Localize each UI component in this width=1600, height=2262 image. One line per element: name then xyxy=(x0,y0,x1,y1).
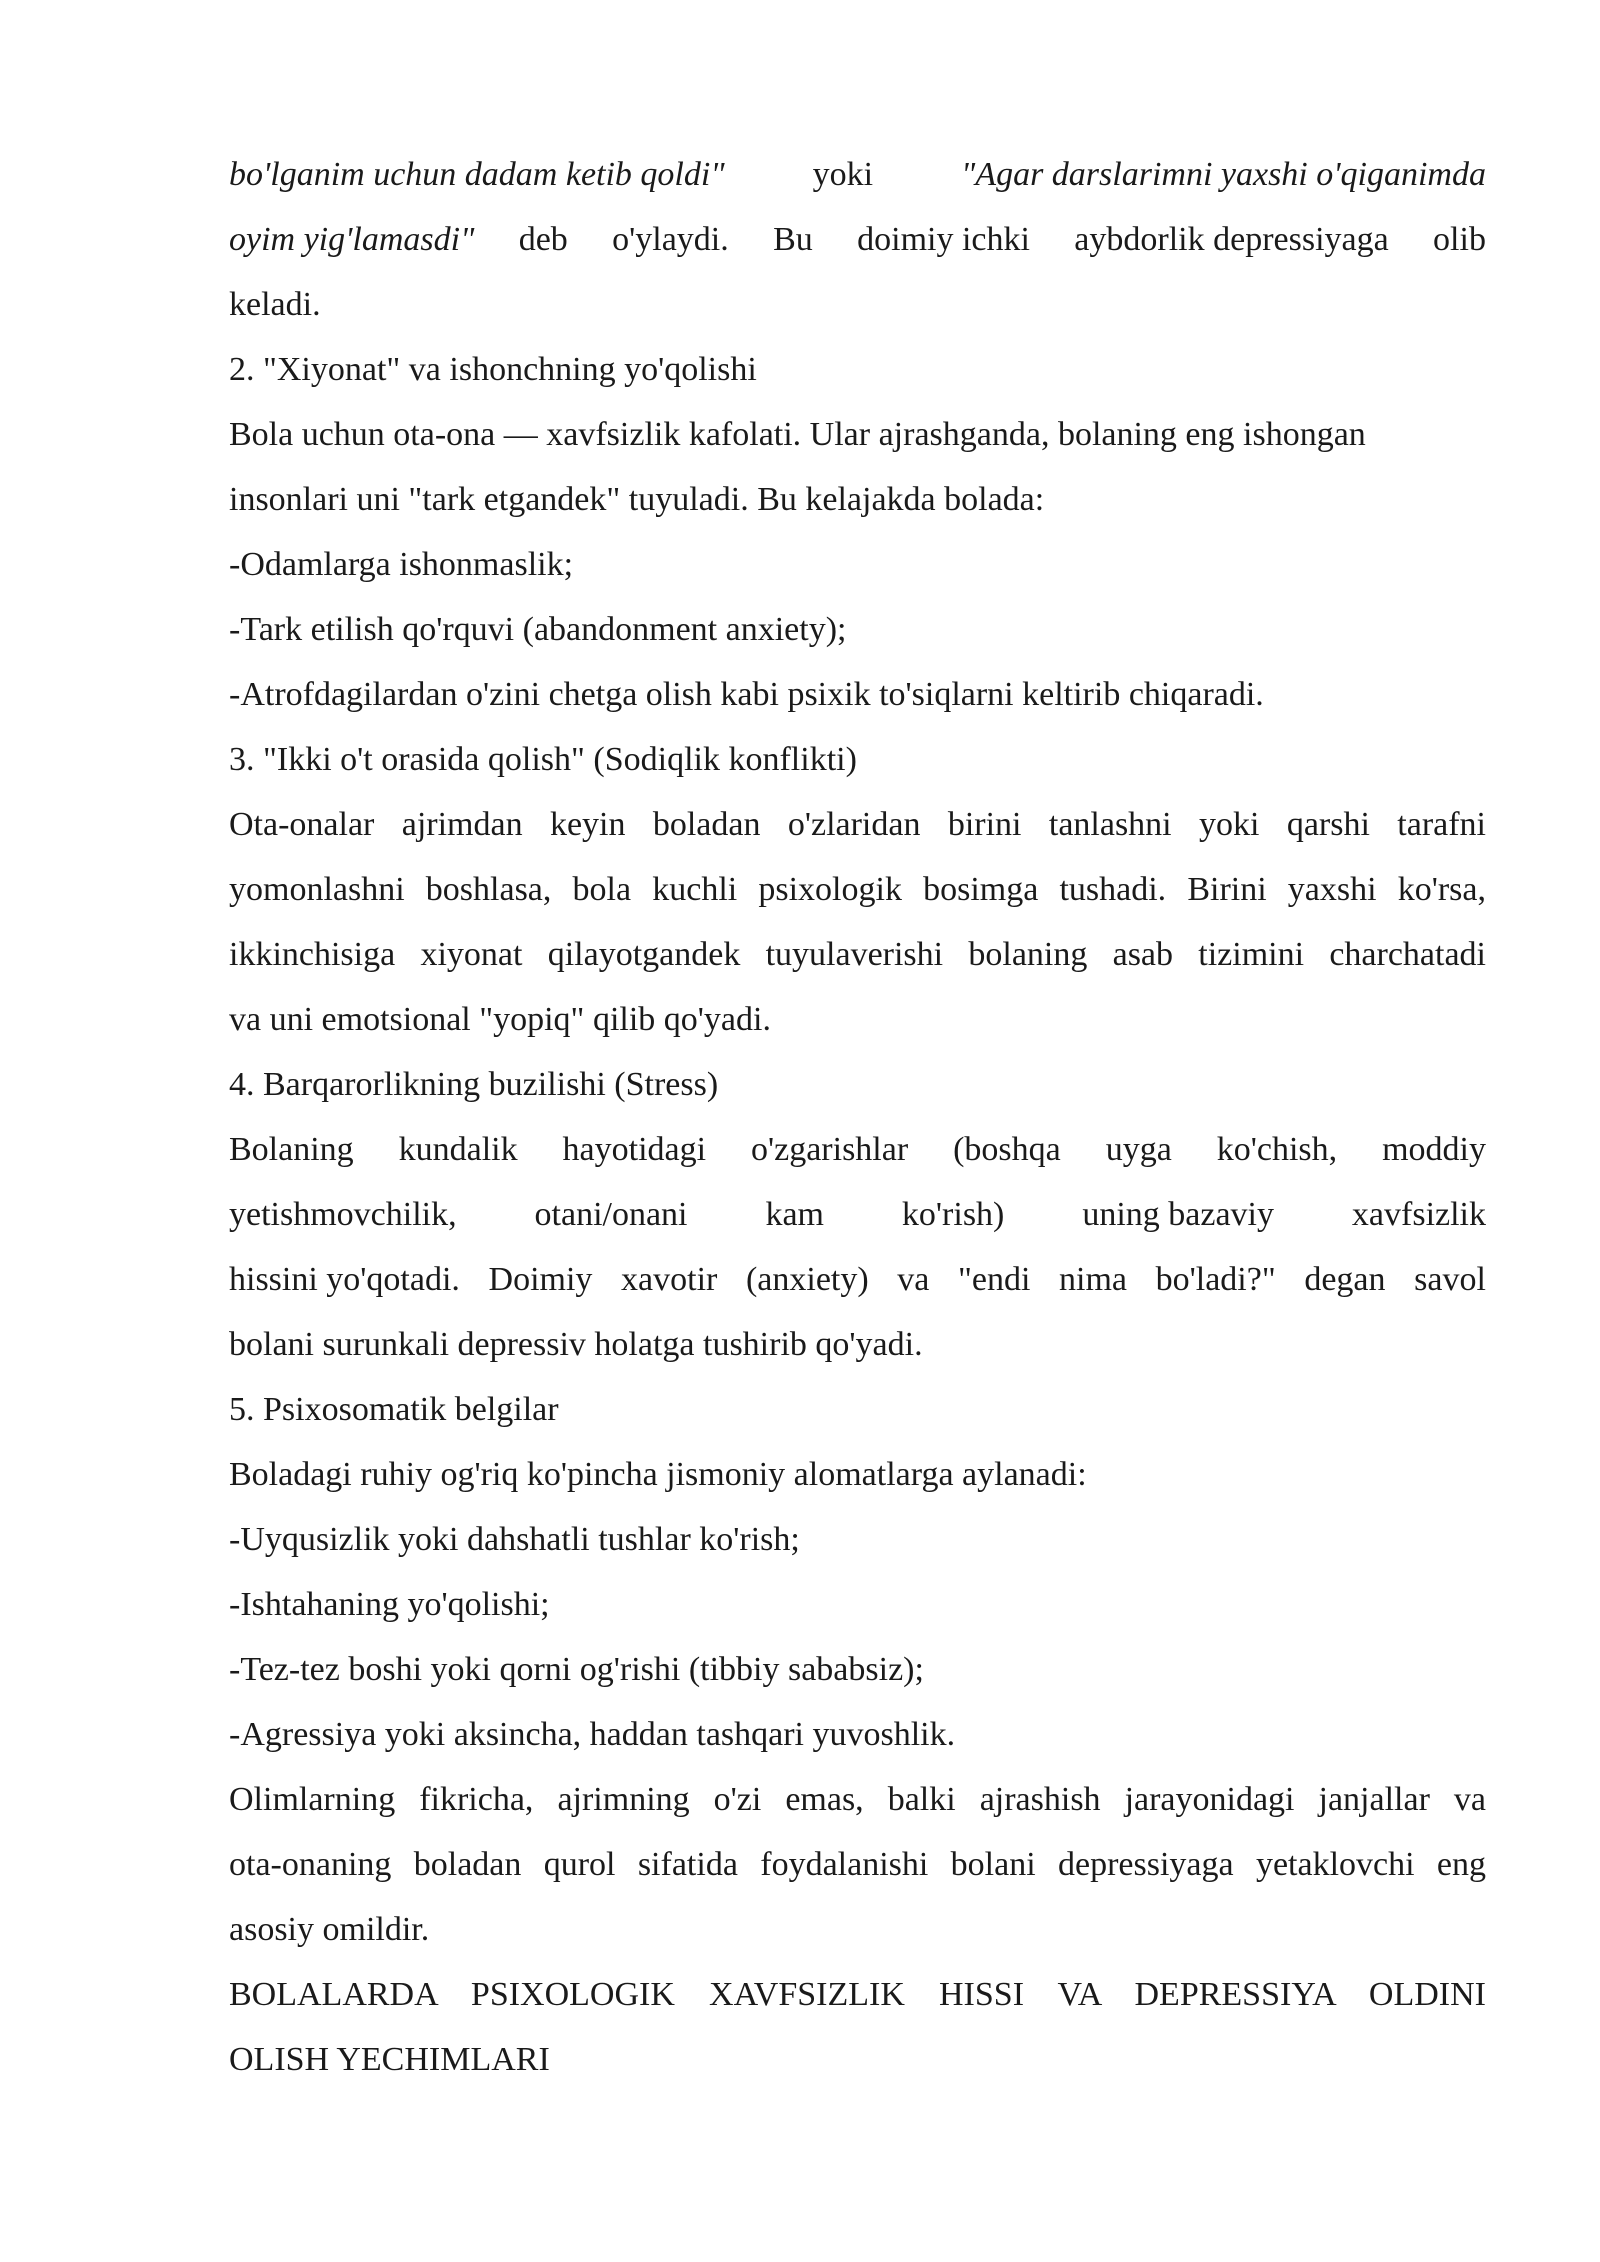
quote-1: bo'lganim uchun dadam ketib qoldi" xyxy=(229,156,725,193)
section-3-line-4: va uni emotsional "yopiq" qilib qo'yadi. xyxy=(229,1001,771,1038)
section-title: BOLALARDA PSIXOLOGIK XAVFSIZLIK HISSI VA DEPRESSIYA OLDINI xyxy=(229,1976,1486,2013)
section-4-line-2 xyxy=(229,1182,1486,1247)
document-page xyxy=(229,142,1486,2092)
intro-line-1 xyxy=(229,142,1486,207)
text-word: Doimiy xyxy=(488,1261,593,1298)
intro-line-3: keladi. xyxy=(229,286,321,323)
section-3-line-2: yomonlashni boshlasa, bola kuchli psixologik bosimga tushadi. Birini yaxshi ko'rsa, xyxy=(229,871,1486,908)
conclusion-line-2: ota-onaning boladan qurol sifatida foydalanishi bolani depressiyaga yetaklovchi eng xyxy=(229,1846,1486,1883)
section-4-line-1 xyxy=(229,1117,1486,1182)
text-word: "endi xyxy=(958,1261,1031,1298)
text-word: Bolaning xyxy=(229,1131,354,1168)
text-word: degan xyxy=(1304,1261,1386,1298)
text-word: ko'rish) xyxy=(901,1196,1005,1233)
section-2-line-1: Bola uchun ota-ona — xavfsizlik kafolati. Ular ajrashganda, bolaning eng ishongan xyxy=(229,416,1366,453)
list-item: -Tez-tez boshi yoki qorni og'rishi (tibbiy sababsiz); xyxy=(229,1651,924,1688)
text-word: bo'ladi?" xyxy=(1155,1261,1276,1298)
list-item: -Atrofdagilardan o'zini chetga olish kabi psixik to'siqlarni keltirib chiqaradi. xyxy=(229,676,1264,713)
section-4-line-4: bolani surunkali depressiv holatga tushirib qo'yadi. xyxy=(229,1326,923,1363)
text-word: kundalik xyxy=(398,1131,518,1168)
text-word: o'zgarishlar xyxy=(751,1131,909,1168)
section-2-line-2: insonlari uni "tark etgandek" tuyuladi. Bu kelajakda bolada: xyxy=(229,481,1045,518)
list-item: -Ishtahaning yo'qolishi; xyxy=(229,1586,550,1623)
text-word: uning bazaviy xyxy=(1082,1196,1274,1233)
section-4-line-3 xyxy=(229,1247,1486,1312)
text-word: va xyxy=(897,1261,930,1298)
section-heading-3: 3. "Ikki o't orasida qolish" (Sodiqlik konflikti) xyxy=(229,741,857,778)
list-item: -Tark etilish qo'rquvi (abandonment anxiety); xyxy=(229,611,847,648)
intro-line-2: oyim yig'lamasdi" deb o'ylaydi. Bu doimiy ichki aybdorlik depressiyaga olib xyxy=(229,207,1486,272)
text-word: hissini yo'qotadi. xyxy=(229,1261,460,1298)
text-word: savol xyxy=(1414,1261,1486,1298)
section-heading-2: 2. "Xiyonat" va ishonchning yo'qolishi xyxy=(229,351,757,388)
text-word: ko'chish, xyxy=(1216,1131,1338,1168)
list-item: -Agressiya yoki aksincha, haddan tashqari yuvoshlik. xyxy=(229,1716,956,1753)
text-word: (boshqa xyxy=(953,1131,1061,1168)
quote-2-end: oyim yig'lamasdi" xyxy=(229,221,475,258)
text-word: xavotir xyxy=(621,1261,718,1298)
text-word: nima xyxy=(1059,1261,1128,1298)
section-3-line-1: Ota-onalar ajrimdan keyin boladan o'zlaridan birini tanlashni yoki qarshi tarafni xyxy=(229,806,1486,843)
section-heading-5: 5. Psixosomatik belgilar xyxy=(229,1391,559,1428)
text-word: xavfsizlik xyxy=(1351,1196,1486,1233)
text-word: uyga xyxy=(1105,1131,1172,1168)
text-word: kam xyxy=(765,1196,824,1233)
section-heading-4: 4. Barqarorlikning buzilishi (Stress) xyxy=(229,1066,719,1103)
quote-2: "Agar darslarimni yaxshi o'qiganimda xyxy=(961,156,1486,193)
section-3-line-3: ikkinchisiga xiyonat qilayotgandek tuyulaverishi bolaning asab tizimini charchatadi xyxy=(229,936,1486,973)
text-word: moddiy xyxy=(1382,1131,1486,1168)
text-word: (anxiety) xyxy=(745,1261,869,1298)
text-word: otani/onani xyxy=(534,1196,688,1233)
list-item: -Odamlarga ishonmaslik; xyxy=(229,546,574,583)
section-5-line-1: Boladagi ruhiy og'riq ko'pincha jismoniy alomatlarga aylanadi: xyxy=(229,1456,1087,1493)
list-item: -Uyqusizlik yoki dahshatli tushlar ko'rish; xyxy=(229,1521,800,1558)
text-word: yetishmovchilik, xyxy=(229,1196,457,1233)
text-word: hayotidagi xyxy=(562,1131,707,1168)
section-title-line-2: OLISH YECHIMLARI xyxy=(229,2041,550,2078)
conclusion-line-1: Olimlarning fikricha, ajrimning o'zi emas, balki ajrashish jarayonidagi janjallar va xyxy=(229,1781,1486,1818)
text-word: yoki xyxy=(812,156,874,193)
conclusion-line-3: asosiy omildir. xyxy=(229,1911,430,1948)
